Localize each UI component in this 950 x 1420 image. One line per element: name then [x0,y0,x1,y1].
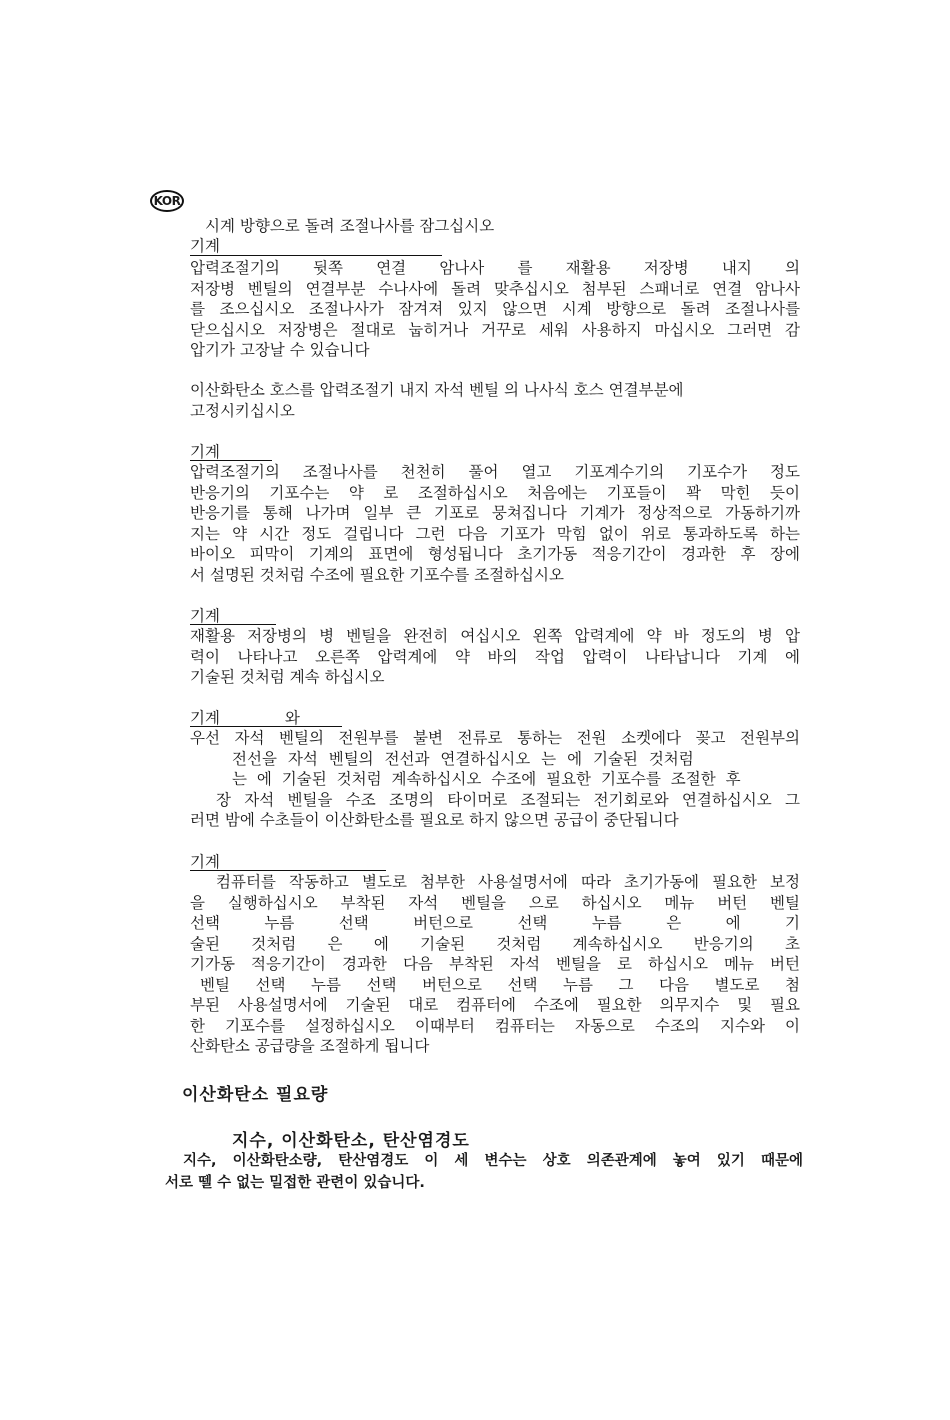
section-4-underline [190,726,342,727]
section-5-line: 술된 것처럼 은 에 기술된 것처럼 계속하십시오 반응기의 초 [190,934,800,953]
section-5-line: 선택 누름 선택 버턴으로 선택 누름 은 에 기 [190,914,800,932]
section-5-heading: 기계 [190,853,220,871]
section-2-body [190,462,800,585]
section-4-body [190,728,800,831]
section-1-line: 압기가 고장날 수 있습니다 [190,341,370,359]
section-2-heading: 기계 [190,443,220,461]
section-5-line: 기가동 적응기간이 경과한 다음 부착된 자석 벤틸을 로 하십시오 메뉴 버턴 [190,955,800,973]
bold-paragraph [165,1150,803,1194]
section-2-line: 반응기의 기포수는 약 로 조절하십시오 처음에는 기포들이 꽉 막힌 듯이 [190,483,800,502]
section-5-line: 을 실행하십시오 부착된 자석 벤틸을 으로 하십시오 메뉴 버턴 벤틸 [190,893,800,912]
section-4-line: 장 자석 벤틸을 수조 조명의 타이머로 조절되는 전기회로와 연결하십시오 그 [216,790,800,809]
section-5-line: 컴퓨터를 작동하고 별도로 첨부한 사용설명서에 따라 초기가동에 필요한 보정 [216,873,800,891]
section-5-line: 부된 사용설명서에 기술된 대로 컴퓨터에 수조에 필요한 의무지수 및 필요 [190,996,800,1014]
bold-line: 지수, 이산화탄소량, 탄산염경도 이 세 변수는 상호 의존관계에 놓여 있기 때문에 [183,1153,804,1169]
bold-line: 서로 뗄 수 없는 밀접한 관련이 있습니다. [165,1175,425,1191]
section-5-line: 벤틸 선택 누름 선택 버턴으로 선택 누름 그 다음 별도로 첨 [200,975,800,994]
section-4-heading: 기계 와 [190,709,300,727]
section-4-line: 전선을 자석 벤틸의 전선과 연결하십시오 는 에 기술된 것처럼 [232,749,694,768]
section-5-underline [190,870,386,871]
section-3-underline [190,624,276,625]
section-3-line: 기술된 것처럼 계속 하십시오 [190,668,385,686]
section-1-extra [190,380,800,421]
language-badge: KOR [150,190,184,212]
section-1-extra-line: 이산화탄소 호스를 압력조절기 내지 자석 벤틸 의 나사식 호스 연결부분에 [190,381,684,399]
section-3-line: 재활용 저장병의 병 벤틸을 완전히 여십시오 왼쪽 압력계에 약 바 정도의 병 압 [190,627,800,645]
section-1-line: 저장병 벤틸의 연결부분 수나사에 돌려 맞추십시오 첨부된 스패너로 연결 암나사 [190,279,800,298]
co2-subheading: 지수, 이산화탄소, 탄산염경도 [232,1131,470,1151]
section-3-line: 력이 나타나고 오른쪽 압력계에 약 바의 작업 압력이 나타납니다 기계 에 [190,647,800,666]
section-3-body [190,626,800,688]
section-1-extra-line: 고정시키십시오 [190,401,295,420]
section-2-underline [190,460,272,461]
intro-line: 시계 방향으로 돌려 조절나사를 잠그십시오 [205,217,495,235]
section-1-line: 를 조으십시오 조절나사가 잠겨져 있지 않으면 시계 방향으로 돌려 조절나사를 [190,300,800,318]
section-2-line: 바이오 피막이 기계의 표면에 형성됩니다 초기가동 적응기간이 경과한 후 장에 [190,545,800,563]
section-4-line: 는 에 기술된 것처럼 계속하십시오 수조에 필요한 기포수를 조절한 후 [232,770,741,788]
section-2-line: 서 설명된 것처럼 수조에 필요한 기포수를 조절하십시오 [190,565,564,584]
section-1-line: 닫으십시오 저장병은 절대로 눕히거나 거꾸로 세워 사용하지 마십시오 그러면 감 [190,320,800,339]
co2-requirement-heading: 이산화탄소 필요량 [182,1085,329,1105]
section-1-body [190,258,800,361]
section-3-heading: 기계 [190,607,220,625]
intro-line-block [205,216,815,237]
section-1-underline [190,255,442,256]
section-5-body [190,872,800,1057]
section-4-line: 러면 밤에 수초들이 이산화탄소를 필요로 하지 않으면 공급이 중단됩니다 [190,811,679,829]
section-2-line: 지는 약 시간 정도 걸립니다 그런 다음 기포가 막힘 없이 위로 통과하도록 하는 [190,524,800,543]
section-2-line: 반응기를 통해 나가며 일부 큰 기포로 뭉쳐집니다 기계가 정상적으로 가동하기까 [190,504,800,522]
section-1-line: 압력조절기의 뒷쪽 연결 암나사 를 재활용 저장병 내지 의 [190,259,800,277]
section-2-line: 압력조절기의 조절나사를 천천히 풀어 열고 기포계수기의 기포수가 정도 [190,463,800,481]
section-1-heading: 기계 [190,237,220,255]
section-5-line: 한 기포수를 설정하십시오 이때부터 컴퓨터는 자동으로 수조의 지수와 이 [190,1016,800,1035]
section-5-line: 산화탄소 공급량을 조절하게 됩니다 [190,1037,430,1055]
section-4-line: 우선 자석 벤틸의 전원부를 불변 전류로 통하는 전원 소켓에다 꽂고 전원부의 [190,729,800,747]
